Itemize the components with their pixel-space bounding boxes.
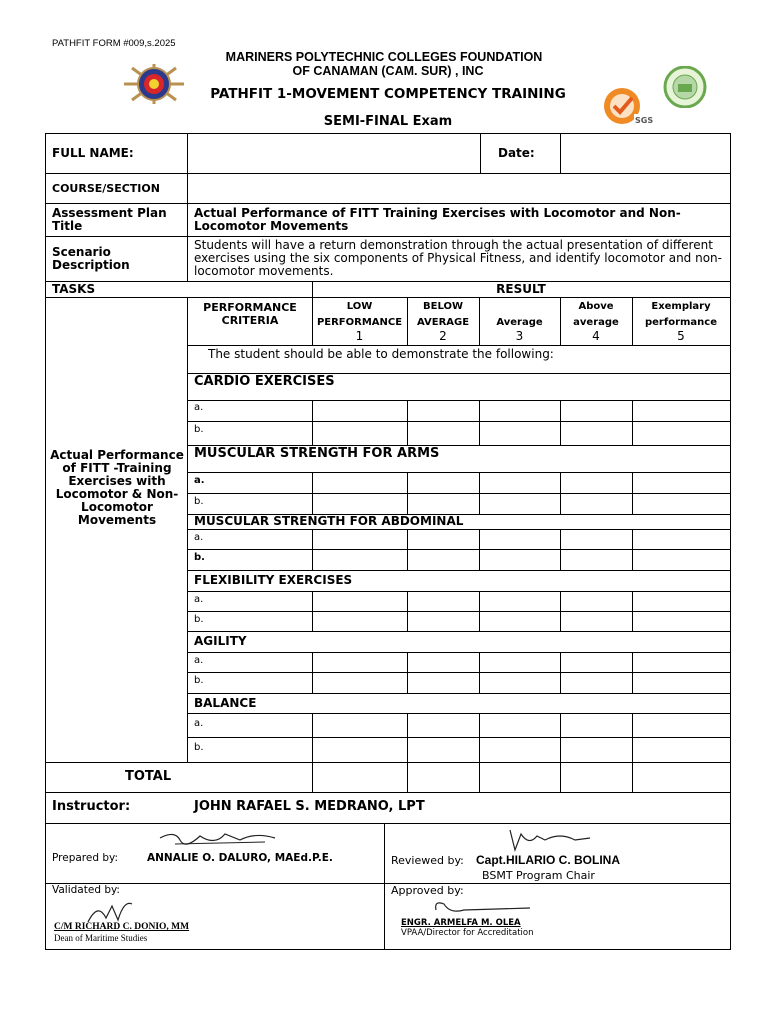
instruction-text: The student should be able to demonstrate the following: — [208, 347, 554, 361]
approved-by-name: ENGR. ARMELFA M. OLEA — [401, 918, 521, 928]
ship-wheel-logo-icon — [120, 62, 188, 106]
criteria-item-label: b. — [194, 552, 205, 563]
svg-text:SGS: SGS — [635, 116, 654, 125]
section-title: AGILITY — [194, 634, 247, 648]
assessment-plan-title-value: Actual Performance of FITT Training Exercises with Locomotor and Non-Locomotor Movements — [194, 206, 681, 233]
full-name-field[interactable] — [188, 134, 479, 173]
institution-name-line2: OF CANAMAN (CAM. SUR) , INC — [292, 64, 484, 78]
rating-score-2: 2 — [439, 329, 447, 343]
section-title: MUSCULAR STRENGTH FOR ARMS — [194, 446, 440, 461]
approved-by-title: VPAA/Director for Accreditation — [401, 928, 534, 938]
exam-title: SEMI-FINAL Exam — [323, 114, 453, 129]
rating-label-1: LOW PERFORMANCE — [316, 301, 403, 328]
reviewed-by-label: Reviewed by: — [391, 854, 464, 867]
section-title: FLEXIBILITY EXERCISES — [194, 573, 353, 587]
criteria-item-label: a. — [194, 402, 204, 413]
criteria-item-label: a. — [194, 594, 204, 605]
reviewed-by-title: BSMT Program Chair — [482, 869, 595, 882]
prepared-by-name: ANNALIE O. DALURO, MAEd.P.E. — [147, 852, 333, 864]
performance-criteria-label: PERFORMANCE CRITERIA — [203, 301, 297, 327]
scenario-description-value: Students will have a return demonstration through the actual presentation of different exercises using the six components of Physical Fitness, and identify locomotor and non-locomotor movements. — [194, 238, 722, 278]
criteria-item-label: a. — [194, 718, 204, 729]
criteria-item-label: a. — [194, 532, 204, 543]
result-label: RESULT — [496, 282, 546, 296]
rating-label-2: BELOW AVERAGE — [416, 301, 470, 328]
criteria-item-label: b. — [194, 496, 204, 507]
rating-score-5: 5 — [677, 329, 685, 343]
reviewed-signature-icon — [505, 826, 595, 854]
section-title: BALANCE — [194, 696, 257, 710]
prepared-by-label: Prepared by: — [52, 852, 118, 864]
criteria-item-label: a. — [194, 655, 204, 666]
total-label: TOTAL — [125, 769, 172, 784]
rating-label-3: Average — [496, 317, 543, 328]
instructor-name: JOHN RAFAEL S. MEDRANO, LPT — [194, 799, 425, 814]
assessment-plan-title-label: Assessment Plan Title — [52, 206, 167, 233]
criteria-item-label: b. — [194, 614, 204, 625]
full-name-label: FULL NAME: — [52, 146, 134, 160]
approved-by-label: Approved by: — [391, 884, 464, 897]
tasks-label: TASKS — [52, 282, 96, 296]
bagong-pilipinas-seal-icon — [662, 66, 708, 108]
course-section-field[interactable] — [188, 174, 730, 203]
validated-by-title: Dean of Maritime Studies — [54, 933, 148, 943]
criteria-item-label: b. — [194, 675, 204, 686]
criteria-item-label: b. — [194, 742, 204, 753]
course-section-label: COURSE/SECTION — [52, 182, 160, 195]
scenario-description-label: Scenario Description — [52, 245, 130, 272]
reviewed-by-name: Capt.HILARIO C. BOLINA — [476, 853, 620, 867]
section-title: MUSCULAR STRENGTH FOR ABDOMINAL — [194, 514, 464, 528]
approved-signature-icon — [430, 898, 540, 918]
rating-label-4: Above average — [573, 301, 619, 328]
criteria-item-label: b. — [194, 424, 204, 435]
validated-by-label: Validated by: — [52, 884, 120, 896]
sgs-certification-logo-icon — [602, 86, 654, 126]
task-description: Actual Performance of FITT -Training Exercises with Locomotor & Non-Locomotor Movements — [50, 448, 184, 527]
form-title: PATHFIT 1-MOVEMENT COMPETENCY TRAINING — [210, 86, 566, 102]
rating-score-4: 4 — [592, 329, 600, 343]
rating-score-3: 3 — [515, 329, 524, 343]
validated-by-name: C/M RICHARD C. DONIO, MM — [54, 922, 190, 932]
rating-score-1: 1 — [355, 329, 364, 343]
form-number: PATHFIT FORM #009,s.2025 — [52, 38, 176, 49]
date-label: Date: — [498, 146, 535, 160]
criteria-item-label: a. — [194, 475, 205, 486]
institution-name-line1: MARINERS POLYTECHNIC COLLEGES FOUNDATION — [225, 50, 543, 64]
prepared-signature-icon — [155, 828, 285, 850]
date-field[interactable] — [561, 134, 730, 173]
instructor-label: Instructor: — [52, 799, 131, 814]
section-title: CARDIO EXERCISES — [194, 374, 335, 389]
rating-label-5: Exemplary performance — [644, 301, 718, 328]
